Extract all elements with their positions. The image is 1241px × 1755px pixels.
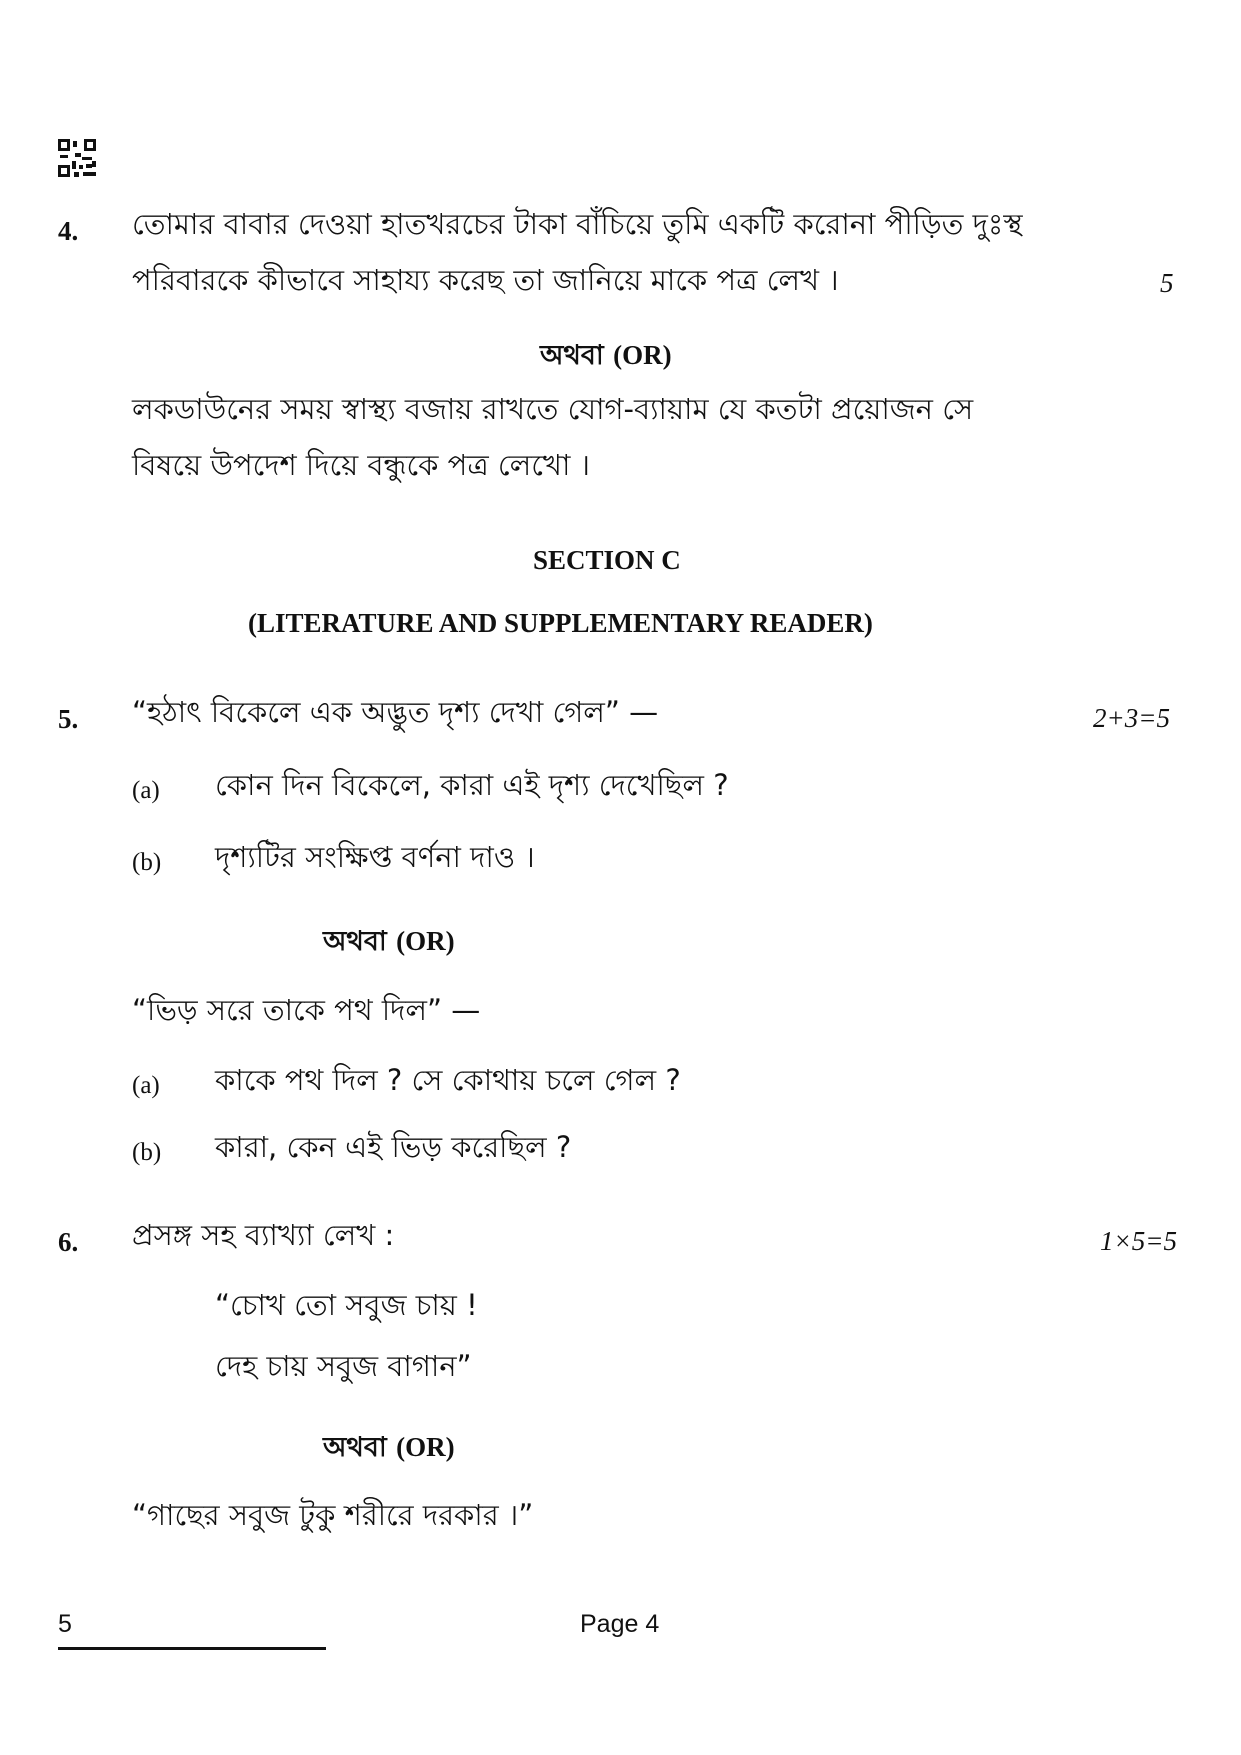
or-label-bengali: অথবা bbox=[540, 340, 604, 371]
question-text-line: পরিবারকে কীভাবে সাহায্য করেছ তা জানিয়ে মাকে পত্র লেখ । bbox=[132, 263, 839, 297]
sub-question-text: কাকে পথ দিল ? সে কোথায় চলে গেল ? bbox=[215, 1063, 681, 1097]
sub-question-label: (b) bbox=[132, 849, 162, 876]
sub-question-label: (b) bbox=[132, 1139, 162, 1166]
question-prompt: প্রসঙ্গ সহ ব্যাখ্যা লেখ : bbox=[132, 1218, 395, 1252]
question-number: 5. bbox=[58, 704, 79, 734]
or-label bbox=[323, 921, 455, 966]
marks-label: 2+3=5 bbox=[1093, 703, 1170, 733]
page-code: 5 bbox=[58, 1610, 72, 1638]
sub-question-text: কারা, কেন এই ভিড় করেছিল ? bbox=[215, 1130, 572, 1164]
poem-line: “চোখ তো সবুজ চায় ! bbox=[215, 1288, 478, 1322]
alternative-question-quote: “ভিড় সরে তাকে পথ দিল” — bbox=[132, 993, 481, 1027]
or-label-bengali: অথবা bbox=[323, 1432, 387, 1463]
alternative-question-line: বিষয়ে উপদেশ দিয়ে বন্ধুকে পত্র লেখো । bbox=[132, 448, 590, 482]
marks-label: 5 bbox=[1160, 268, 1174, 298]
section-subtitle: (LITERATURE AND SUPPLEMENTARY READER) bbox=[248, 608, 873, 638]
marks-label: 1×5=5 bbox=[1100, 1226, 1177, 1256]
page-number: Page 4 bbox=[580, 1610, 660, 1638]
or-label-bengali: অথবা bbox=[323, 926, 387, 957]
alternative-question-quote: “গাছের সবুজ টুকু শরীরে দরকার ।” bbox=[132, 1498, 534, 1532]
or-label bbox=[323, 1427, 455, 1472]
question-number: 6. bbox=[58, 1227, 79, 1257]
footer-rule bbox=[58, 1647, 326, 1650]
sub-question-text: কোন দিন বিকেলে, কারা এই দৃশ্য দেখেছিল ? bbox=[215, 768, 729, 802]
question-text-line: তোমার বাবার দেওয়া হাতখরচের টাকা বাঁচিয়ে তুমি একটি করোনা পীড়িত দুঃস্থ bbox=[132, 207, 1023, 241]
qr-code bbox=[58, 139, 96, 177]
or-label bbox=[540, 335, 672, 380]
alternative-question-line: লকডাউনের সময় স্বাস্থ্য বজায় রাখতে যোগ-ব্যায়াম যে কতটা প্রয়োজন সে bbox=[132, 392, 974, 426]
sub-question-label: (a) bbox=[132, 1072, 160, 1099]
or-label-english: (OR) bbox=[613, 340, 672, 370]
section-title: SECTION C bbox=[533, 545, 681, 575]
question-number: 4. bbox=[58, 216, 79, 246]
or-label-english: (OR) bbox=[396, 1432, 455, 1462]
question-quote: “হঠাৎ বিকেলে এক অদ্ভুত দৃশ্য দেখা গেল” — bbox=[132, 695, 659, 729]
poem-line: দেহ চায় সবুজ বাগান” bbox=[215, 1349, 472, 1383]
or-label-english: (OR) bbox=[396, 926, 455, 956]
sub-question-label: (a) bbox=[132, 777, 160, 804]
sub-question-text: দৃশ্যটির সংক্ষিপ্ত বর্ণনা দাও । bbox=[215, 840, 535, 874]
